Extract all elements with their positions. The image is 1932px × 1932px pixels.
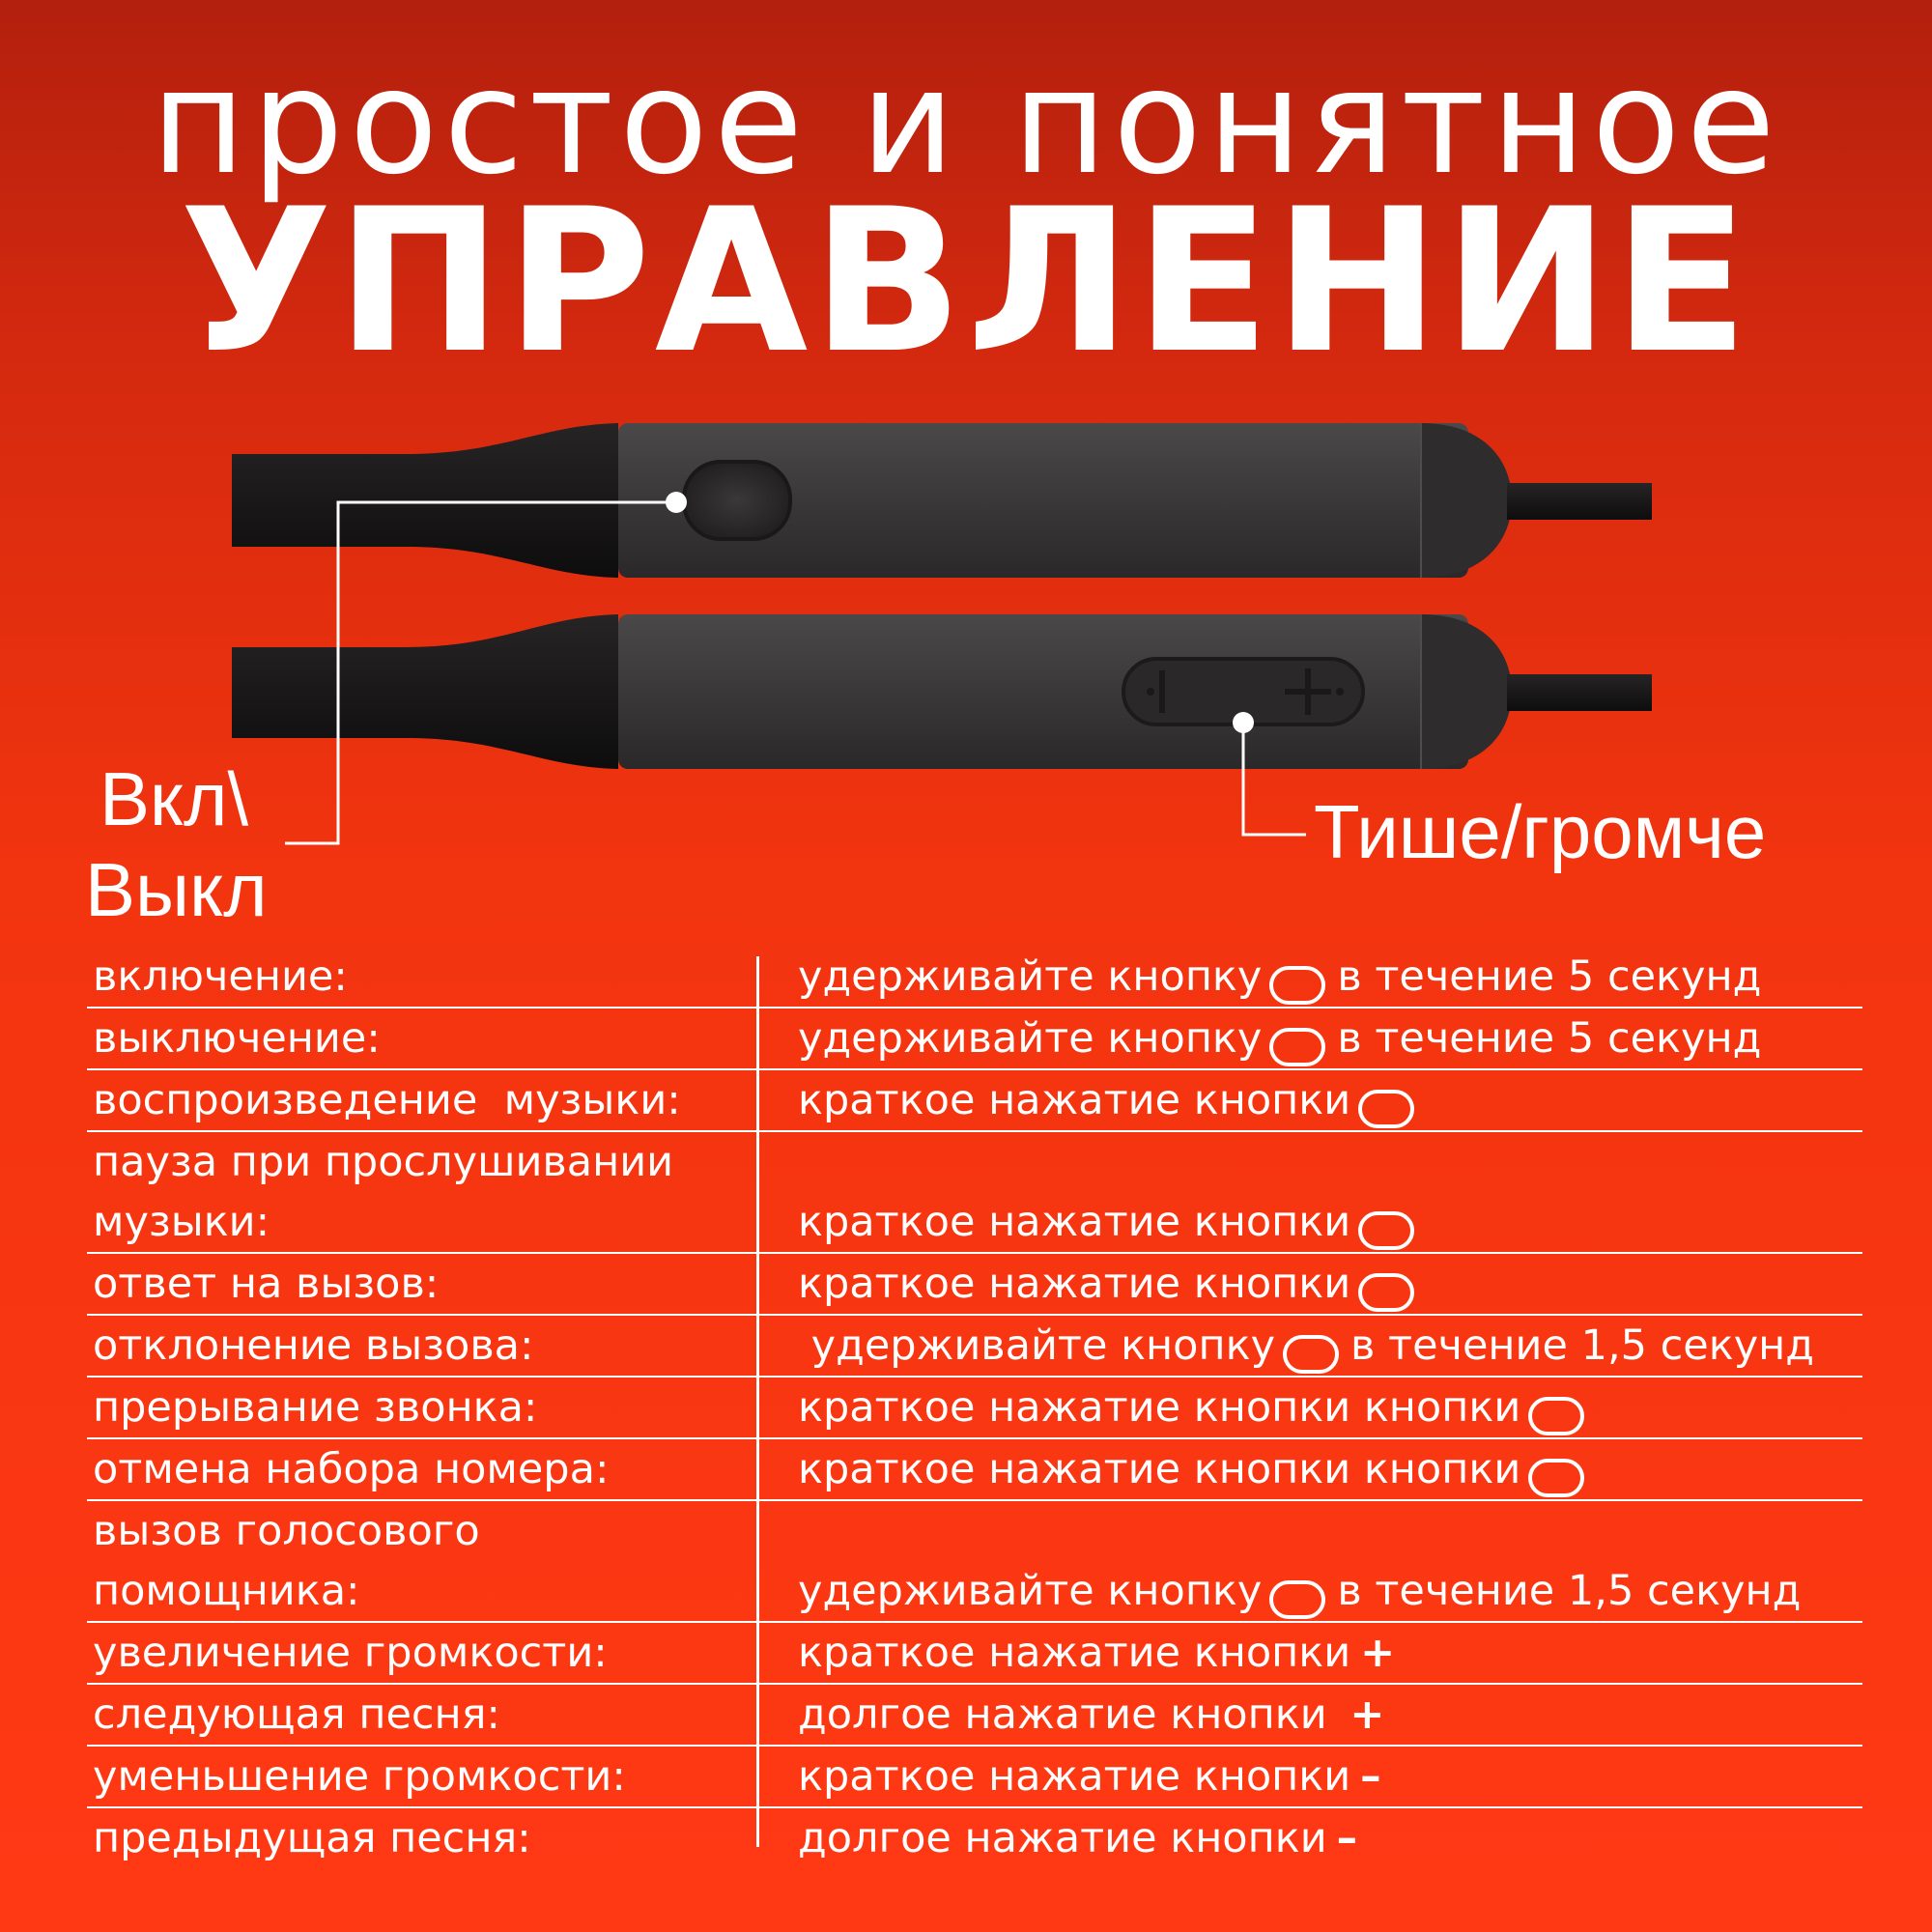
table-row <box>87 1501 1862 1623</box>
instruction-duration: в течение 1,5 секунд <box>1337 1567 1802 1615</box>
minus-icon: – <box>1360 1752 1381 1801</box>
instruction-text: долгое нажатие кнопки <box>798 1814 1327 1862</box>
instruction <box>763 1378 1862 1437</box>
button-icon <box>1528 1397 1584 1435</box>
instruction-text: краткое нажатие кнопки кнопки <box>798 1383 1521 1432</box>
instruction-text: краткое нажатие кнопки <box>798 1752 1351 1801</box>
button-icon <box>1269 1028 1325 1066</box>
action-label: выключение: <box>93 1014 381 1063</box>
instruction-duration: в течение 1,5 секунд <box>1350 1321 1815 1370</box>
title-line-1: простое и понятное <box>151 39 1781 207</box>
table-row <box>87 1808 1862 1868</box>
instruction-text: краткое нажатие кнопки <box>798 1198 1351 1246</box>
title-line-2: УПРАВЛЕНИЕ <box>179 167 1753 397</box>
power-callout-label-line2: Выкл <box>85 847 268 932</box>
table-row <box>87 1685 1862 1747</box>
minus-icon: – <box>1336 1814 1358 1862</box>
instruction-text: удерживайте кнопку <box>798 952 1263 1001</box>
table-row <box>87 1439 1862 1501</box>
instruction-text: удерживайте кнопку <box>798 1321 1276 1370</box>
action-label: предыдущая песня: <box>93 1814 531 1862</box>
action-label: вызов голосового помощника: <box>93 1507 480 1615</box>
instruction <box>763 1254 1862 1314</box>
table-row <box>87 1623 1862 1685</box>
button-icon <box>1269 1580 1325 1619</box>
table-row <box>87 1070 1862 1132</box>
instruction <box>763 1132 1862 1252</box>
table-row <box>87 1316 1862 1378</box>
action-label: ответ на вызов: <box>93 1260 440 1308</box>
instruction-text: долгое нажатие кнопки <box>798 1690 1341 1739</box>
button-icon <box>1269 966 1325 1005</box>
button-icon <box>1528 1459 1584 1497</box>
instruction-text: краткое нажатие кнопки <box>798 1076 1351 1124</box>
instruction-duration: в течение 5 секунд <box>1337 952 1762 1001</box>
table-row <box>87 947 1862 1009</box>
button-icon <box>1358 1090 1414 1128</box>
table-row <box>87 1747 1862 1808</box>
button-icon <box>1283 1335 1339 1374</box>
action-label: следующая песня: <box>93 1690 501 1739</box>
button-icon <box>1358 1211 1414 1250</box>
action-label: прерывание звонка: <box>93 1383 538 1432</box>
instruction-duration: в течение 5 секунд <box>1337 1014 1762 1063</box>
instruction-text: краткое нажатие кнопки <box>798 1260 1351 1308</box>
instruction <box>763 1808 1862 1868</box>
volume-callout-label: Тише/громче <box>1314 789 1767 874</box>
remote-top <box>232 423 1652 578</box>
action-label: воспроизведение музыки: <box>93 1076 681 1124</box>
instruction-text: удерживайте кнопку <box>798 1014 1263 1063</box>
instruction <box>763 1623 1862 1683</box>
action-label: уменьшение громкости: <box>93 1752 626 1801</box>
action-label: отмена набора номера: <box>93 1445 610 1493</box>
table-row <box>87 1132 1862 1254</box>
power-callout-label: Вкл\ <box>99 756 249 841</box>
action-label: включение: <box>93 952 348 1001</box>
table-divider <box>756 956 759 1847</box>
action-label: отклонение вызова: <box>93 1321 534 1370</box>
instruction-text: краткое нажатие кнопки кнопки <box>798 1445 1521 1493</box>
remote-bottom <box>232 614 1652 769</box>
controls-table <box>87 947 1862 1868</box>
instruction-text: удерживайте кнопку <box>798 1567 1263 1615</box>
button-icon <box>1358 1273 1414 1312</box>
instruction <box>763 1316 1862 1376</box>
instruction <box>763 1070 1862 1130</box>
table-row <box>87 1378 1862 1439</box>
instruction <box>763 1439 1862 1499</box>
plus-icon: + <box>1360 1629 1396 1677</box>
table-row <box>87 1009 1862 1070</box>
action-label: пауза при прослушивании музыки: <box>93 1138 674 1246</box>
instruction <box>763 1009 1862 1068</box>
instruction <box>763 947 1862 1007</box>
action-label: увеличение громкости: <box>93 1629 608 1677</box>
instruction <box>763 1501 1862 1621</box>
instruction <box>763 1685 1862 1745</box>
table-row <box>87 1254 1862 1316</box>
instruction-text: краткое нажатие кнопки <box>798 1629 1351 1677</box>
plus-icon: + <box>1350 1690 1385 1739</box>
instruction <box>763 1747 1862 1806</box>
